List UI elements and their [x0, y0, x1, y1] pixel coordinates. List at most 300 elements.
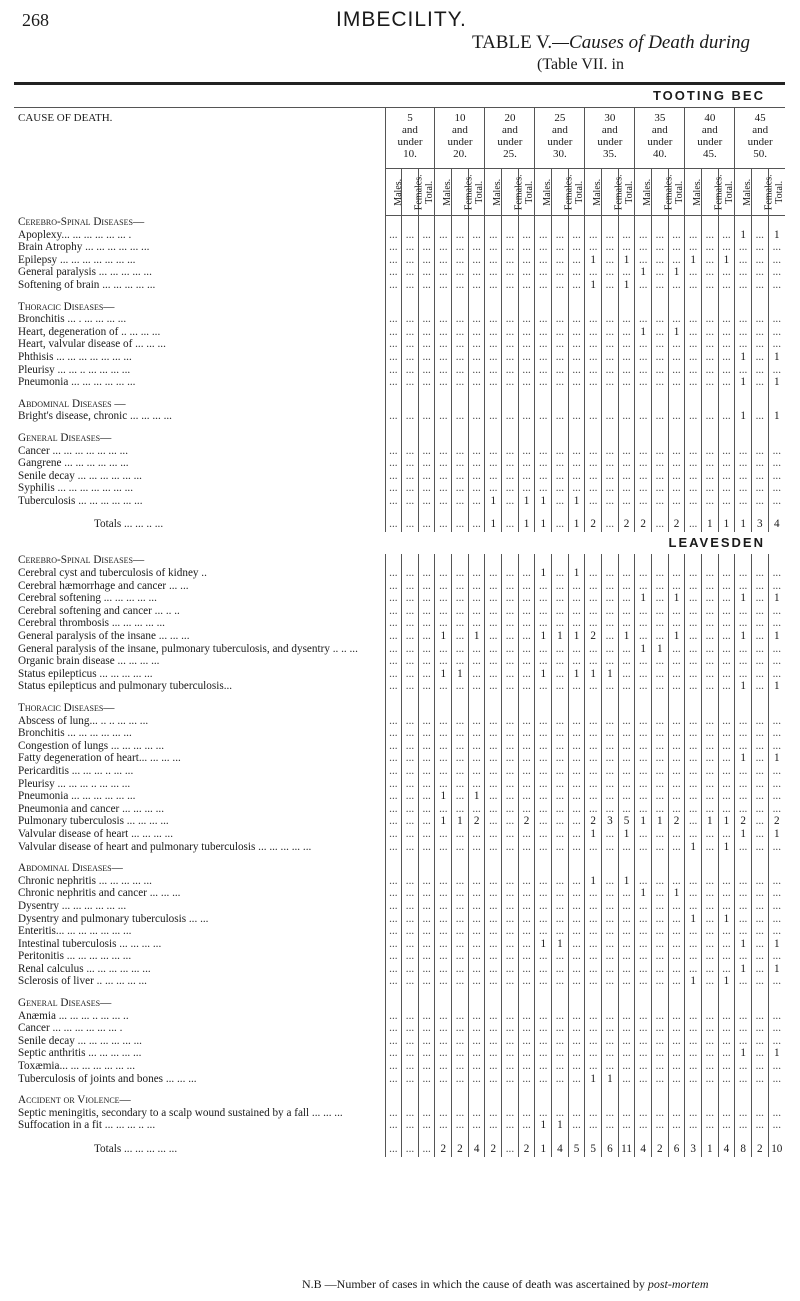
value-cell: [568, 1094, 585, 1107]
value-cell: [751, 432, 768, 445]
value-cell: ...: [668, 655, 685, 668]
table-row: [14, 313, 785, 326]
value-cell: [701, 702, 718, 715]
value-cell: ...: [402, 1060, 419, 1073]
value-cell: ...: [452, 727, 469, 740]
value-cell: ...: [602, 1022, 619, 1035]
value-cell: ...: [485, 828, 502, 841]
value-cell: ...: [701, 875, 718, 888]
value-cell: ...: [685, 1010, 702, 1023]
value-cell: ...: [402, 592, 419, 605]
value-cell: ...: [701, 241, 718, 254]
value-cell: ...: [552, 254, 569, 267]
value-cell: ...: [385, 241, 402, 254]
value-cell: ...: [685, 643, 702, 656]
value-cell: ...: [751, 495, 768, 508]
value-cell: 1: [735, 828, 752, 841]
value-cell: [568, 1085, 585, 1094]
table-row: [14, 351, 785, 364]
value-cell: ...: [635, 875, 652, 888]
value-cell: ...: [502, 1119, 519, 1132]
value-cell: ...: [585, 655, 602, 668]
value-cell: ...: [585, 740, 602, 753]
value-cell: ...: [502, 963, 519, 976]
value-cell: ...: [518, 765, 535, 778]
value-cell: ...: [435, 364, 452, 377]
value-cell: ...: [535, 364, 552, 377]
value-cell: ...: [402, 715, 419, 728]
value-cell: 1: [585, 875, 602, 888]
value-cell: [518, 216, 535, 229]
value-cell: ...: [535, 229, 552, 242]
sex-header: [635, 169, 652, 216]
value-cell: ...: [635, 482, 652, 495]
value-cell: [668, 702, 685, 715]
value-cell: ...: [385, 592, 402, 605]
value-cell: ...: [618, 266, 635, 279]
value-cell: [685, 1132, 702, 1141]
value-cell: ...: [735, 457, 752, 470]
value-cell: ...: [618, 1107, 635, 1120]
value-cell: [735, 292, 752, 301]
value-cell: ...: [768, 925, 785, 938]
value-cell: ...: [435, 740, 452, 753]
value-cell: ...: [652, 1107, 669, 1120]
spacer-row: [14, 389, 785, 398]
value-cell: ...: [568, 828, 585, 841]
value-cell: [402, 702, 419, 715]
value-cell: 8: [735, 1141, 752, 1157]
value-cell: ...: [701, 410, 718, 423]
value-cell: [502, 554, 519, 567]
value-cell: ...: [385, 1035, 402, 1048]
value-cell: [518, 1132, 535, 1141]
value-cell: ...: [751, 580, 768, 593]
value-cell: ...: [468, 338, 485, 351]
value-cell: [602, 389, 619, 398]
value-cell: ...: [552, 279, 569, 292]
cause-label: Pneumonia ... ... ... ... ... ...: [18, 790, 136, 803]
value-cell: [735, 997, 752, 1010]
value-cell: [385, 423, 402, 432]
value-cell: ...: [568, 963, 585, 976]
value-cell: ...: [385, 445, 402, 458]
value-cell: ...: [652, 1073, 669, 1086]
value-cell: ...: [485, 410, 502, 423]
value-cell: ...: [652, 279, 669, 292]
value-cell: [552, 216, 569, 229]
value-cell: ...: [518, 975, 535, 988]
value-cell: ...: [618, 740, 635, 753]
value-cell: ...: [602, 313, 619, 326]
value-cell: ...: [652, 266, 669, 279]
value-cell: ...: [385, 790, 402, 803]
value-cell: ...: [402, 617, 419, 630]
value-cell: ...: [685, 326, 702, 339]
value-cell: [602, 988, 619, 997]
value-cell: ...: [701, 376, 718, 389]
value-cell: ...: [585, 975, 602, 988]
value-cell: [751, 398, 768, 411]
value-cell: ...: [568, 279, 585, 292]
value-cell: ...: [402, 445, 419, 458]
value-cell: 1: [618, 630, 635, 643]
value-cell: [701, 292, 718, 301]
value-cell: ...: [385, 351, 402, 364]
value-cell: ...: [585, 364, 602, 377]
value-cell: [635, 693, 652, 702]
value-cell: ...: [602, 351, 619, 364]
category-heading-row: [14, 301, 785, 314]
value-cell: ...: [668, 229, 685, 242]
value-cell: ...: [502, 630, 519, 643]
value-cell: [701, 1085, 718, 1094]
value-cell: ...: [568, 470, 585, 483]
value-cell: ...: [385, 828, 402, 841]
value-cell: ...: [602, 778, 619, 791]
value-cell: ...: [452, 567, 469, 580]
value-cell: ...: [452, 495, 469, 508]
value-cell: [668, 1132, 685, 1141]
value-cell: ...: [385, 457, 402, 470]
value-cell: ...: [435, 913, 452, 926]
value-cell: ...: [402, 470, 419, 483]
table-row: [14, 887, 785, 900]
value-cell: [685, 292, 702, 301]
value-cell: ...: [701, 617, 718, 630]
value-cell: ...: [402, 457, 419, 470]
value-cell: ...: [418, 875, 435, 888]
value-cell: 4: [468, 1141, 485, 1157]
value-cell: ...: [385, 875, 402, 888]
value-cell: ...: [402, 338, 419, 351]
value-cell: ...: [552, 740, 569, 753]
value-cell: ...: [701, 715, 718, 728]
value-cell: ...: [668, 1073, 685, 1086]
value-cell: [585, 853, 602, 862]
value-cell: ...: [418, 580, 435, 593]
value-cell: [502, 853, 519, 862]
value-cell: [385, 301, 402, 314]
value-cell: [385, 432, 402, 445]
value-cell: ...: [485, 470, 502, 483]
value-cell: ...: [468, 715, 485, 728]
value-cell: [635, 1085, 652, 1094]
value-cell: 1: [635, 887, 652, 900]
value-cell: ...: [435, 241, 452, 254]
value-cell: ...: [668, 913, 685, 926]
value-cell: ...: [635, 338, 652, 351]
value-cell: ...: [502, 410, 519, 423]
value-cell: ...: [535, 1010, 552, 1023]
value-cell: ...: [652, 1022, 669, 1035]
value-cell: ...: [568, 950, 585, 963]
value-cell: 2: [585, 516, 602, 532]
value-cell: ...: [635, 1060, 652, 1073]
age-group-header: 5 and under 10.: [385, 108, 435, 169]
value-cell: [502, 1085, 519, 1094]
value-cell: [735, 853, 752, 862]
value-cell: ...: [418, 254, 435, 267]
value-cell: ...: [602, 643, 619, 656]
value-cell: [535, 398, 552, 411]
value-cell: [568, 554, 585, 567]
sex-header-label: Total.: [473, 180, 485, 204]
value-cell: [751, 216, 768, 229]
value-cell: ...: [385, 925, 402, 938]
value-cell: ...: [452, 887, 469, 900]
value-cell: ...: [768, 580, 785, 593]
value-cell: ...: [435, 803, 452, 816]
value-cell: ...: [418, 790, 435, 803]
value-cell: ...: [751, 765, 768, 778]
value-cell: ...: [768, 740, 785, 753]
value-cell: ...: [635, 376, 652, 389]
category-heading-row: [14, 862, 785, 875]
value-cell: ...: [618, 975, 635, 988]
value-cell: ...: [602, 338, 619, 351]
value-cell: [701, 693, 718, 702]
cause-label: Senile decay ... ... ... ... ... ...: [18, 1034, 142, 1047]
age-group-header: 35 and under 40.: [635, 108, 685, 169]
value-cell: ...: [602, 1035, 619, 1048]
value-cell: [751, 693, 768, 702]
value-cell: ...: [452, 643, 469, 656]
value-cell: ...: [685, 617, 702, 630]
cause-label: Gangrene ... ... ... ... ... ...: [18, 457, 129, 470]
value-cell: ...: [635, 938, 652, 951]
value-cell: ...: [618, 592, 635, 605]
value-cell: [502, 292, 519, 301]
value-cell: ...: [652, 592, 669, 605]
value-cell: [402, 423, 419, 432]
value-cell: ...: [552, 925, 569, 938]
value-cell: ...: [552, 617, 569, 630]
value-cell: [418, 432, 435, 445]
value-cell: ...: [535, 900, 552, 913]
value-cell: ...: [485, 1073, 502, 1086]
cause-label: Tuberculosis of joints and bones ... ... ...: [18, 1072, 197, 1085]
value-cell: ...: [385, 680, 402, 693]
value-cell: ...: [685, 752, 702, 765]
value-cell: ...: [552, 410, 569, 423]
value-cell: [468, 398, 485, 411]
value-cell: [768, 853, 785, 862]
value-cell: ...: [385, 1047, 402, 1060]
value-cell: [452, 702, 469, 715]
value-cell: [418, 693, 435, 702]
value-cell: ...: [435, 900, 452, 913]
category-heading: Cerebro-Spinal Diseases—: [18, 215, 145, 228]
value-cell: [585, 862, 602, 875]
value-cell: [468, 1094, 485, 1107]
value-cell: ...: [552, 668, 569, 681]
value-cell: ...: [568, 266, 585, 279]
value-cell: [518, 1085, 535, 1094]
sex-header-label: Males.: [492, 178, 504, 206]
value-cell: ...: [485, 338, 502, 351]
value-cell: ...: [402, 1073, 419, 1086]
value-cell: 1: [735, 630, 752, 643]
value-cell: ...: [535, 950, 552, 963]
value-cell: [635, 216, 652, 229]
value-cell: ...: [635, 617, 652, 630]
value-cell: [485, 216, 502, 229]
value-cell: [452, 423, 469, 432]
cause-label: Pneumonia and cancer ... ... ... ...: [18, 802, 165, 815]
table-row: [14, 605, 785, 618]
value-cell: ...: [602, 279, 619, 292]
value-cell: ...: [568, 338, 585, 351]
cause-label: Fatty degeneration of heart... ... ... ...: [18, 752, 181, 765]
value-cell: ...: [452, 338, 469, 351]
value-cell: ...: [385, 1119, 402, 1132]
value-cell: ...: [385, 975, 402, 988]
value-cell: ...: [435, 1035, 452, 1048]
value-cell: 1: [468, 630, 485, 643]
value-cell: ...: [652, 313, 669, 326]
value-cell: ...: [552, 778, 569, 791]
value-cell: [385, 1094, 402, 1107]
value-cell: 2: [751, 1141, 768, 1157]
sex-header-label: Males.: [592, 178, 604, 206]
value-cell: [768, 301, 785, 314]
totals-label: Totals ... ... ... ... ...: [94, 1143, 178, 1155]
value-cell: ...: [685, 410, 702, 423]
value-cell: [485, 554, 502, 567]
value-cell: [735, 1085, 752, 1094]
value-cell: ...: [602, 376, 619, 389]
value-cell: ...: [502, 887, 519, 900]
value-cell: ...: [402, 828, 419, 841]
value-cell: [552, 702, 569, 715]
value-cell: ...: [685, 229, 702, 242]
value-cell: [751, 853, 768, 862]
value-cell: ...: [685, 580, 702, 593]
value-cell: [602, 398, 619, 411]
value-cell: ...: [602, 229, 619, 242]
value-cell: ...: [685, 470, 702, 483]
value-cell: ...: [568, 727, 585, 740]
value-cell: ...: [701, 668, 718, 681]
section-title: TOOTING BEC: [652, 88, 765, 103]
value-cell: ...: [552, 1022, 569, 1035]
value-cell: ...: [468, 975, 485, 988]
value-cell: ...: [468, 229, 485, 242]
value-cell: [735, 862, 752, 875]
value-cell: ...: [535, 963, 552, 976]
value-cell: [535, 853, 552, 862]
value-cell: [768, 862, 785, 875]
table-row: [14, 266, 785, 279]
value-cell: ...: [485, 765, 502, 778]
value-cell: [585, 1132, 602, 1141]
value-cell: [485, 997, 502, 1010]
value-cell: ...: [768, 655, 785, 668]
value-cell: ...: [485, 482, 502, 495]
value-cell: ...: [685, 655, 702, 668]
category-heading: Thoracic Diseases—: [18, 702, 115, 714]
value-cell: ...: [768, 338, 785, 351]
value-cell: ...: [735, 1119, 752, 1132]
value-cell: ...: [735, 495, 752, 508]
value-cell: ...: [568, 1073, 585, 1086]
value-cell: [535, 216, 552, 229]
value-cell: ...: [735, 668, 752, 681]
cause-label: Cerebral thrombosis ... ... ... ... ...: [18, 617, 165, 630]
value-cell: ...: [485, 680, 502, 693]
value-cell: ...: [535, 445, 552, 458]
value-cell: [535, 1132, 552, 1141]
value-cell: ...: [535, 313, 552, 326]
value-cell: ...: [568, 925, 585, 938]
value-cell: ...: [552, 680, 569, 693]
value-cell: ...: [535, 1022, 552, 1035]
value-cell: [618, 301, 635, 314]
value-cell: ...: [585, 445, 602, 458]
value-cell: [435, 1132, 452, 1141]
value-cell: [635, 554, 652, 567]
value-cell: ...: [485, 752, 502, 765]
value-cell: [535, 1085, 552, 1094]
value-cell: ...: [585, 376, 602, 389]
value-cell: [768, 292, 785, 301]
value-cell: ...: [718, 875, 735, 888]
value-cell: ...: [435, 680, 452, 693]
value-cell: ...: [485, 364, 502, 377]
value-cell: [502, 432, 519, 445]
value-cell: ...: [618, 655, 635, 668]
value-cell: 2: [652, 1141, 669, 1157]
value-cell: 2: [668, 516, 685, 532]
value-cell: ...: [685, 630, 702, 643]
value-cell: [518, 507, 535, 516]
value-cell: [735, 432, 752, 445]
sex-header-label: Total.: [623, 180, 635, 204]
value-cell: ...: [735, 875, 752, 888]
value-cell: ...: [568, 655, 585, 668]
value-cell: ...: [535, 1047, 552, 1060]
value-cell: [518, 554, 535, 567]
value-cell: [652, 997, 669, 1010]
value-cell: ...: [701, 727, 718, 740]
value-cell: [652, 423, 669, 432]
value-cell: [735, 702, 752, 715]
value-cell: ...: [502, 765, 519, 778]
value-cell: ...: [435, 655, 452, 668]
value-cell: ...: [452, 752, 469, 765]
value-cell: ...: [701, 1119, 718, 1132]
value-cell: ...: [618, 727, 635, 740]
value-cell: ...: [618, 410, 635, 423]
value-cell: ...: [701, 752, 718, 765]
value-cell: ...: [602, 752, 619, 765]
value-cell: [485, 1094, 502, 1107]
value-cell: ...: [602, 482, 619, 495]
value-cell: ...: [385, 567, 402, 580]
value-cell: ...: [668, 617, 685, 630]
value-cell: ...: [402, 752, 419, 765]
value-cell: ...: [685, 1073, 702, 1086]
value-cell: ...: [502, 376, 519, 389]
value-cell: ...: [685, 740, 702, 753]
value-cell: ...: [635, 364, 652, 377]
value-cell: ...: [402, 580, 419, 593]
value-cell: ...: [652, 765, 669, 778]
value-cell: ...: [535, 913, 552, 926]
value-cell: [701, 389, 718, 398]
sex-header-label: Total.: [573, 180, 585, 204]
